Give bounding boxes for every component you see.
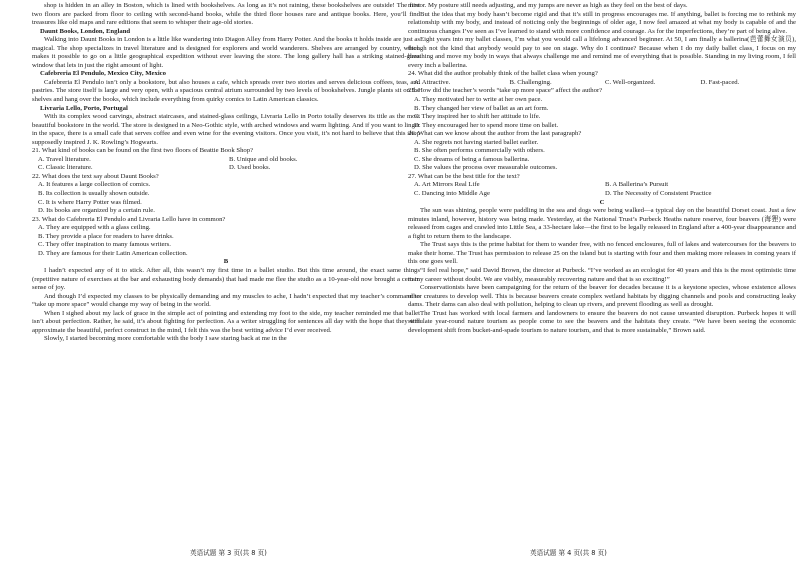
cafe-paragraph: Cafebreria El Pendulo isn’t only a bookstore, but also houses a cafe, which spreads over two stories and serves delicious coffees, teas, and pastries. The store itself is large and very open, with a spacious central atrium surrounded by two levels of bookshelves. Jungle plants sit on the shelves and hang over the books, which include everything from quirky comics to Latin American classics. <box>32 78 420 104</box>
q27-option-b: B. A Ballerina’s Pursuit <box>605 181 669 189</box>
question-27-options-row-1 <box>408 181 796 190</box>
question-24: 24. What did the author probably think of the ballet class when young? <box>408 70 598 78</box>
q27-option-a: A. Art Mirrors Real Life <box>414 181 480 189</box>
q22-option-d: D. Its books are organized by a certain rule. <box>38 207 155 215</box>
passage-b-continued: mirror. My posture still needs adjusting, and my jumps are never as high as they feel on the best of days. <box>408 2 688 9</box>
passage-b-paragraph-5: But the idea that my body hasn’t become rigid and that it’s still in progress encourages me. If anything, ballet is forcing me to rethink my relationship with my body, and instead of noticing only the beginnings of older age, I now feel amazed at what my body is capable of and the continuous changes I’ve seen as I’ve learned to stand with more confidence and courage. As for the imperfections, they’re part of being alive. <box>408 10 796 35</box>
question-26: 26. What can we know about the author from the last paragraph? <box>408 130 582 138</box>
section-b-heading: B <box>223 258 229 266</box>
daunt-heading: Daunt Books, London, England <box>40 27 131 35</box>
daunt-paragraph: Walking into Daunt Books in London is a little like wandering into Diagon Alley from Harry Potter. And the books it holds inside are just as magical. The shop specializes in travel literature and is designed for explorers and world wanderers. Shelves are arranged by country, which makes it possible to go on a little geographical expedition without ever leaving the store. The long gallery hall has a striking stained-glass window that lets in just the right amount of light. <box>32 36 420 69</box>
lello-heading: Livraria Lello, Porto, Portugal <box>40 104 128 112</box>
passage-c-paragraph-2: The Trust says this is the prime habitat for them to wander free, with no fenced enclosures, full of lakes and watercourses for the beavers to make their home. The Trust has permission to release 25 on the island but is starting with four and then making more releases in coming years if this one goes well. <box>408 241 796 266</box>
question-21: 21. What kind of books can be found on the first two floors of Beattie Book Shop? <box>32 147 254 155</box>
lello-paragraph: With its complex wood carvings, abstract staircases, and stained-glass ceilings, Livraria Lello in Porto totally deserves its title as the most beautiful bookstore in the world. The store is designed in a Neo-Gothic style, with arched windows and warm lighting. And if you want to linger in the space, there is a small cafe that serves coffee and even wine for the evening visitors. Once you visit, it’s not hard to believe that this shop supposedly inspired J. K. Rowling’s Hogwarts. <box>32 113 420 146</box>
q24-option-a: A. Attractive. <box>414 78 451 86</box>
question-22: 22. What does the text say about Daunt Books? <box>32 172 159 180</box>
q23-option-b: B. They provide a place for readers to have drinks. <box>38 232 174 240</box>
q26-option-b: B. She often performs commercially with others. <box>414 147 545 155</box>
q25-option-d: D. They encouraged her to spend more time on ballet. <box>414 121 559 129</box>
passage-a-intro: shop is hidden in an alley in Boston, which is lined with bookshelves. As long as it’s not raining, these bookshelves are outside! The first two floors are packed from floor to ceiling with second-hand books, while the third floor houses rare and antique books. Here, you’ll find treasures like old maps and rare editions that seem to whisper their age-old stories. <box>32 2 420 27</box>
question-24-options <box>408 79 796 88</box>
cafe-heading: Cafebreria El Pendulo, Mexico City, Mexico <box>40 70 166 78</box>
passage-b-paragraph-6: Eight years into my ballet classes, I’m what you would call a lifelong advanced beginner. At 50, I am finally a ballerina(芭蕾舞女演员), though not the kind that anybody would pay to see on stage. Why do I continue? Because when I do my daily ballet class, I focus on my breathing and move my body in ways that always challenge me and remind me of everything that is possible. Standing in my living room, I fell every inch a ballerina. <box>408 36 796 69</box>
q27-option-d: D. The Necessity of Consistent Practice <box>605 190 712 198</box>
q21-option-b: B. Unique and old books. <box>229 155 298 163</box>
q22-option-c: C. It is where Harry Potter was filmed. <box>38 198 142 206</box>
q21-option-c: C. Classic literature. <box>38 164 93 172</box>
q26-option-c: C. She dreams of being a famous ballerina. <box>414 155 530 163</box>
q24-option-c: C. Well-organized. <box>605 78 656 86</box>
q24-option-b: B. Challenging. <box>509 78 552 86</box>
question-27-options-row-2 <box>408 190 796 199</box>
question-27: 27. What can be the best title for the text? <box>408 172 520 180</box>
q21-option-a: A. Travel literature. <box>38 155 91 163</box>
q24-option-d: D. Fast-paced. <box>700 78 740 86</box>
passage-c-paragraph-1: The sun was shining, people were paddling in the sea and dogs were being walked—a typical day on the beautiful Dorset coast. Just a few minutes inland, however, history was being made. Yesterday, at the National Trust’s Purbeck Heaths nature reserve, four beavers (海狸) were released from cages and crawled into Little Sea, a 33-hectare lake—the first to be legally released in England after a 400-year disappearance and a fight to return them to the landscape. <box>408 207 796 240</box>
q25-option-a: A. They motivated her to write at her own pace. <box>414 96 543 104</box>
q25-option-b: B. They changed her view of ballet as an art form. <box>414 104 549 112</box>
q21-option-d: D. Used books. <box>229 164 271 172</box>
question-23: 23. What do Cafebreria El Pendulo and Livraria Lello have in common? <box>32 215 226 223</box>
passage-c-paragraph-4: Conservationists have been campaigning for the return of the beaver for decades because it is a keystone species, whose existence allows other creatures to develop well. This is because beavers create complex wetland habitats by digging channels and pools and constructing leaky dams. Their dams can also deal with pollution, helping to clean up rivers, and prevent flooding as well as drought. <box>408 284 796 309</box>
exam-page-4 <box>408 2 796 532</box>
passage-c-paragraph-3: “I feel real hope,” said David Brown, the director at Purbeck. “I’ve worked as an ecologist for 40 years and this is the most optimistic time in my career without doubt. We are visibly, measurably recovering nature and that is so exciting!” <box>408 266 796 283</box>
question-21-options-row-1 <box>32 156 420 165</box>
question-21-options-row-2 <box>32 164 420 173</box>
q26-option-d: D. She values the process over measurable outcomes. <box>414 164 558 172</box>
passage-b-paragraph-4: Slowly, I started becoming more comfortable with the body I saw staring back at me in the <box>44 335 287 343</box>
passage-b-paragraph-3: When I sighed about my lack of grace in the simple act of pointing and extending my foot to the side, my teacher reminded me that ballet isn’t about perfection. Rather, he said, it’s about fighting for perfection. As a writer struggling for sentences all day with the hope that they will approximate the beautiful, perfect construct in the mind, I felt this was the best writing advice I’d ever received. <box>32 309 420 334</box>
exam-page-3 <box>32 2 420 532</box>
q22-option-a: A. It features a large collection of comics. <box>38 181 151 189</box>
q23-option-c: C. They offer inspiration to many famous writers. <box>38 241 171 249</box>
passage-c-paragraph-5: The Trust has worked with local farmers and landowners to ensure the beavers do not cause unwanted disruption. Purbeck hopes it will stimulate year-round nature tourism as people come to see the beavers and the habitats they create. “We have been seeing the economic development shift from bucket-and-spade tourism to nature tourism, and that is more sustainable,” Brown said. <box>408 309 796 334</box>
passage-b-paragraph-2: And though I’d expected my classes to be physically demanding and my muscles to ache, I hadn’t expected that my teacher’s command to “take up more space” would change my way of being in the world. <box>32 292 420 309</box>
q25-option-c: C. They inspired her to shift her attitude to life. <box>414 113 541 121</box>
passage-b-paragraph-1: I hadn’t expected any of it to stick. After all, this wasn’t my first time in a ballet studio. But this time around, the exact same things (repetitive nature of exercises at the bar and exhausting body demands) that had made me flee the studio as a 10-year-old now brought a certain sense of joy. <box>32 266 420 292</box>
q27-option-c: C. Dancing into Middle Age <box>414 190 490 198</box>
page-4-footer: 英语试题 第 4 页(共 8 页) <box>530 549 607 557</box>
q23-option-a: A. They are equipped with a glass ceiling. <box>38 224 151 232</box>
q23-option-d: D. They are famous for their Latin American collection. <box>38 249 188 257</box>
section-c-heading: C <box>599 198 605 206</box>
question-25: 25. How did the teacher’s words “take up more space” affect the author? <box>408 87 603 95</box>
q26-option-a: A. She regrets not having started ballet earlier. <box>414 138 539 146</box>
page-3-footer: 英语试题 第 3 页(共 8 页) <box>190 549 267 557</box>
q22-option-b: B. Its collection is usually shown outside. <box>38 190 150 198</box>
